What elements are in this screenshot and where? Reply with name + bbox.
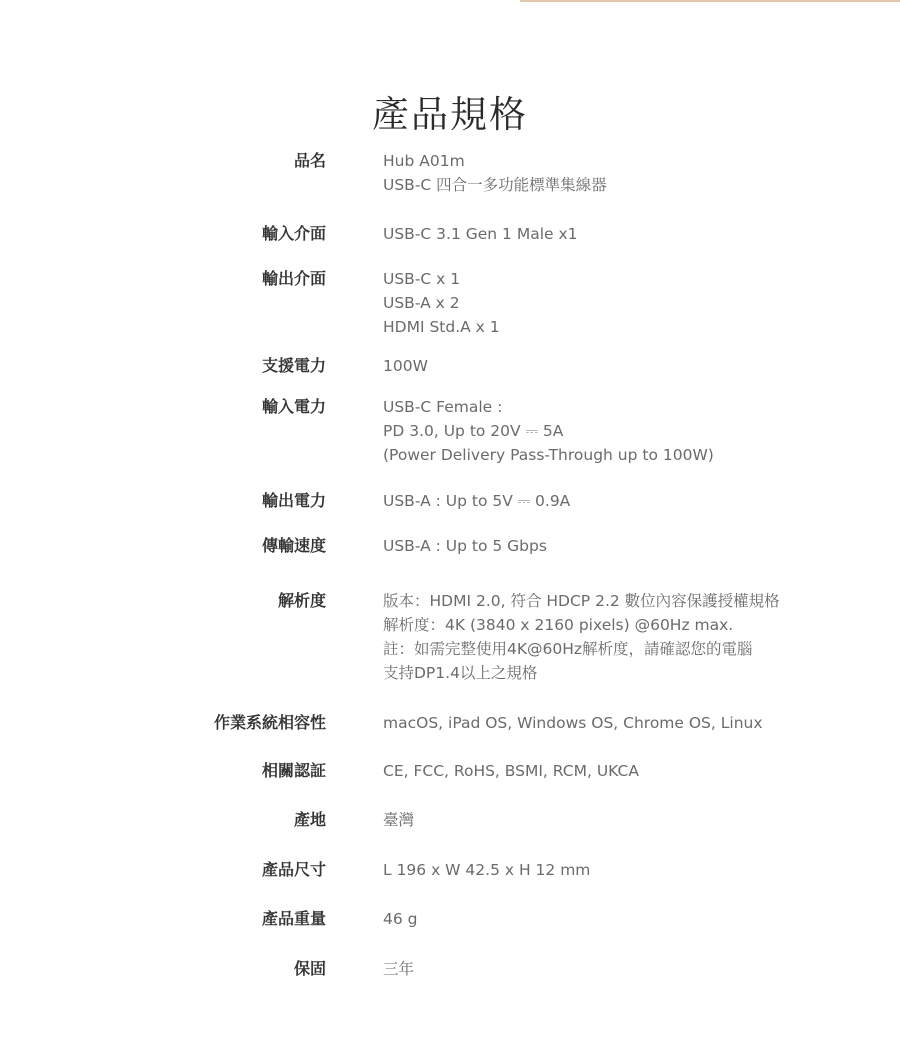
spec-values (383, 534, 893, 558)
spec-label: 產地 (293, 810, 326, 829)
spec-value-line: 支持DP1.4以上之規格 (383, 664, 538, 682)
spec-values (383, 957, 893, 981)
spec-label: 支援電力 (261, 356, 326, 375)
spec-values (383, 222, 893, 246)
spec-label: 產品重量 (261, 909, 326, 928)
spec-values (383, 589, 893, 685)
spec-value-line: 註：如需完整使用4K@60Hz解析度，請確認您的電腦 (383, 640, 753, 658)
spec-value-line: L 196 x W 42.5 x H 12 mm (383, 861, 591, 879)
spec-value-line: (Power Delivery Pass-Through up to 100W) (383, 446, 714, 464)
spec-value-line: USB-A : Up to 5 Gbps (383, 537, 547, 555)
spec-value-line: USB-C Female : (383, 398, 503, 416)
spec-values (383, 808, 893, 832)
spec-values (383, 489, 893, 513)
spec-values (383, 395, 893, 467)
spec-value-line: 三年 (383, 960, 415, 978)
spec-label: 品名 (293, 151, 326, 170)
top-accent-bar (520, 0, 900, 2)
spec-value-line: USB-A x 2 (383, 294, 460, 312)
spec-label: 輸出電力 (261, 491, 326, 510)
spec-value-line: 版本：HDMI 2.0, 符合 HDCP 2.2 數位內容保護授權規格 (383, 592, 780, 610)
spec-label: 輸入介面 (261, 224, 326, 243)
spec-label: 作業系統相容性 (213, 713, 326, 732)
spec-label: 輸出介面 (261, 269, 326, 288)
spec-values (383, 907, 893, 931)
spec-label: 保固 (293, 959, 326, 978)
spec-value-line: 100W (383, 357, 428, 375)
spec-values (383, 711, 893, 735)
spec-values (383, 149, 893, 197)
spec-value-line: CE, FCC, RoHS, BSMI, RCM, UKCA (383, 762, 639, 780)
spec-values (383, 267, 893, 339)
spec-value-line: 46 g (383, 910, 418, 928)
spec-value-line: USB-A : Up to 5V ⎓ 0.9A (383, 492, 571, 510)
spec-label: 解析度 (277, 591, 326, 610)
spec-value-line: macOS, iPad OS, Windows OS, Chrome OS, Linux (383, 714, 763, 732)
spec-value-line: PD 3.0, Up to 20V ⎓ 5A (383, 422, 564, 440)
spec-value-line: USB-C 3.1 Gen 1 Male x1 (383, 225, 578, 243)
page-title: 產品規格 (372, 92, 528, 136)
spec-values (383, 858, 893, 882)
spec-value-line: Hub A01m (383, 152, 465, 170)
spec-values (383, 759, 893, 783)
spec-value-line: USB-C 四合一多功能標準集線器 (383, 176, 607, 194)
spec-value-line: HDMI Std.A x 1 (383, 318, 500, 336)
spec-value-line: 解析度：4K (3840 x 2160 pixels) @60Hz max. (383, 616, 734, 634)
spec-label: 產品尺寸 (261, 860, 326, 879)
spec-value-line: USB-C x 1 (383, 270, 461, 288)
spec-label: 輸入電力 (261, 397, 326, 416)
spec-values (383, 354, 893, 378)
spec-label: 傳輸速度 (261, 536, 326, 555)
spec-value-line: 臺灣 (383, 811, 415, 829)
spec-label: 相關認証 (261, 761, 326, 780)
